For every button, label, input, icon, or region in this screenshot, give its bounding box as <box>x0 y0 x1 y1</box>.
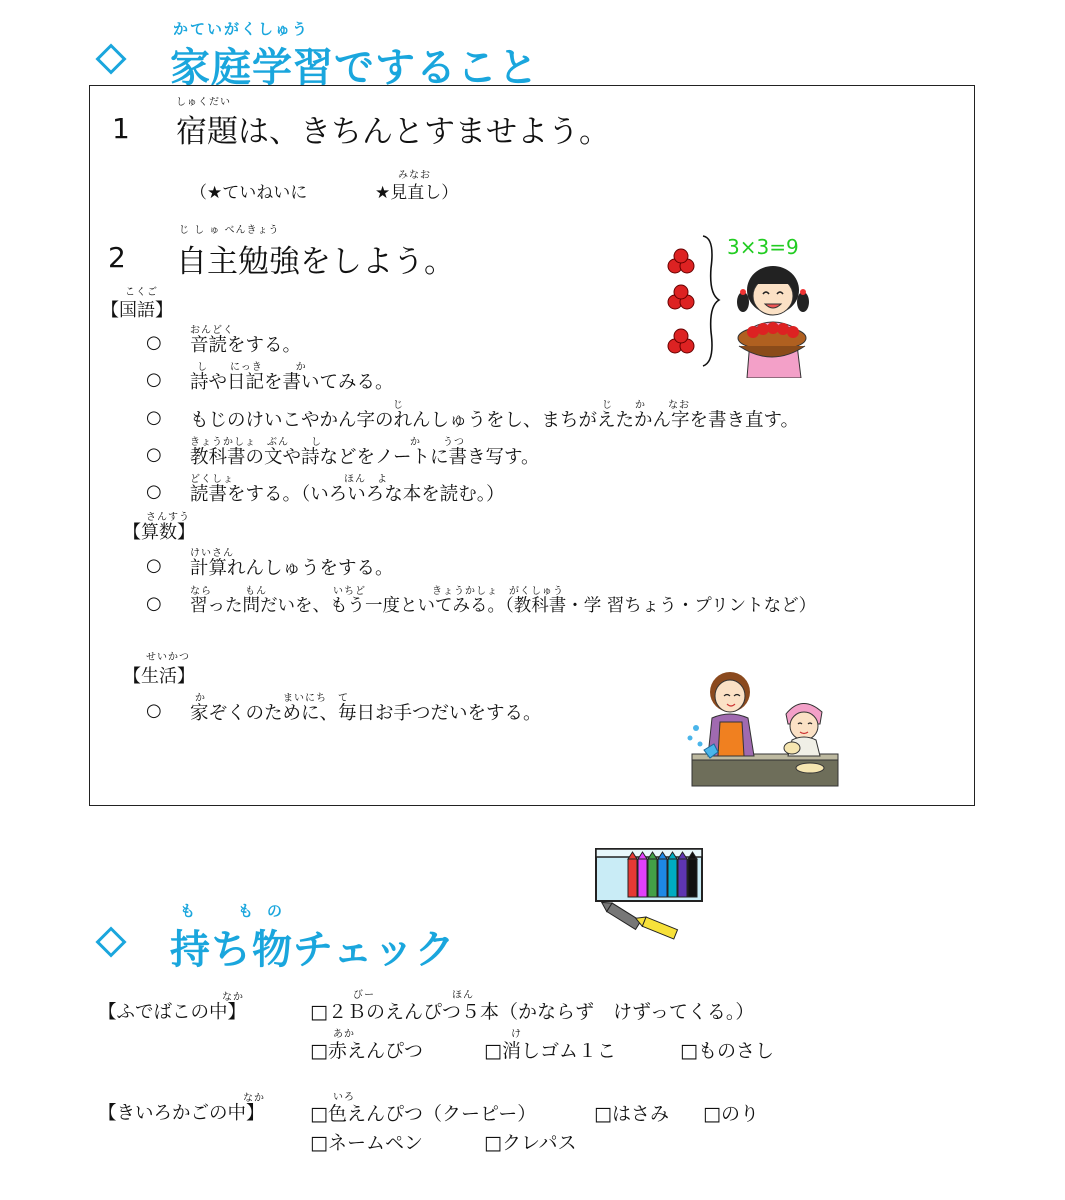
apple-icon <box>668 329 694 353</box>
item1-note-a: （★ていねいに <box>190 183 308 203</box>
bullet-icon: ○ <box>146 369 162 390</box>
bullet-icon: ○ <box>146 700 162 721</box>
apple-icon <box>668 249 694 273</box>
girl-figure <box>737 266 809 378</box>
sansu-ruby: さんすう <box>146 512 190 523</box>
sansu-item-ruby: けいさん <box>190 548 234 559</box>
girl-with-apples-illustration <box>655 228 815 378</box>
item2-text: 自主勉強をしよう。 <box>176 244 455 280</box>
bullet-icon: ○ <box>146 593 162 614</box>
checklist-item[interactable]: □ものさし <box>680 1040 774 1062</box>
bullet-icon: ○ <box>146 481 162 502</box>
mother-child-cooking-illustration <box>682 664 842 790</box>
equation-text: 3×3=9 <box>727 235 799 259</box>
sansu-label: 【算数】 <box>123 522 195 543</box>
sansu-item-ruby: なら もん いちど きょうかしょ がくしゅう <box>190 586 564 597</box>
section1-ruby: かていがくしゅう <box>173 20 310 38</box>
section1-title: 家庭学習ですること <box>170 45 539 91</box>
bullet-icon: ○ <box>146 407 162 428</box>
pencase-row2-ruby: け <box>511 1029 522 1040</box>
checklist-item[interactable]: □クレパス <box>484 1132 577 1154</box>
checklist-item[interactable]: □はさみ <box>594 1103 669 1125</box>
kokugo-item: 音読をする。 <box>190 335 302 356</box>
seikatsu-item-ruby: か まいにち て <box>195 693 349 704</box>
kokugo-ruby: こくご <box>125 287 158 298</box>
kokugo-item-ruby: じ じ か なお <box>393 400 690 411</box>
apple-icon <box>668 285 694 309</box>
item1-text: 宿題は、きちんとすませよう。 <box>176 114 610 150</box>
kokugo-item: 詩や日記を書いてみる。 <box>190 372 394 393</box>
pencase-row1: □２Ｂのえんぴつ５本（かならず けずってくる。） <box>310 1001 755 1023</box>
kokugo-item: 読書をする。（いろいろな本を読む。） <box>190 484 505 505</box>
item1-number: 1 <box>112 112 130 145</box>
yellowbox-row1-ruby: いろ <box>333 1092 355 1103</box>
kokugo-item-ruby: おんどく <box>190 325 234 336</box>
bullet-icon: ○ <box>146 332 162 353</box>
kokugo-item: もじのけいこやかん字のれんしゅうをし、まちがえたかん字を書き直す。 <box>190 410 800 431</box>
item1-ruby: しゅくだい <box>176 97 231 108</box>
pencase-label-ruby: なか <box>222 992 244 1003</box>
crayon-box-illustration <box>594 845 706 950</box>
item2-ruby: じ し ゅ べんきょう <box>179 225 280 236</box>
checklist-item[interactable]: □色えんぴつ（クーピー） <box>310 1103 537 1125</box>
section2-ruby: も もの <box>180 902 297 920</box>
kokugo-item-ruby: し にっき か <box>197 362 307 373</box>
pencase-row2-ruby: あか <box>333 1029 355 1040</box>
sansu-item: 計算れんしゅうをする。 <box>190 558 394 579</box>
checklist-item[interactable]: □消しゴム１こ <box>484 1040 616 1062</box>
diamond-icon <box>95 926 126 957</box>
seikatsu-label: 【生活】 <box>123 666 195 687</box>
seikatsu-item: 家ぞくのために、毎日お手つだいをする。 <box>190 703 542 724</box>
item1-note-b-ruby: みなお <box>398 170 431 181</box>
section2-title: 持ち物チェック <box>170 927 456 973</box>
checklist-item[interactable]: □ネームペン <box>310 1132 423 1154</box>
kokugo-item: 教科書の文や詩などをノートに書き写す。 <box>190 447 540 468</box>
kokugo-item-ruby: きょうかしょ ぶん し か うつ <box>190 437 465 448</box>
item1-note-b: ★見直し） <box>375 183 459 203</box>
yellowbox-label: 【きいろかごの中】 <box>98 1103 265 1124</box>
item2-number: 2 <box>108 241 126 274</box>
yellowbox-label-ruby: なか <box>243 1093 265 1104</box>
kokugo-label: 【国語】 <box>101 300 173 321</box>
seikatsu-ruby: せいかつ <box>146 652 190 663</box>
kokugo-item-ruby: どくしょ ほん よ <box>190 474 388 485</box>
diamond-icon <box>95 43 126 74</box>
pencase-row1-ruby: びー ほん <box>353 990 474 1001</box>
bullet-icon: ○ <box>146 444 162 465</box>
bullet-icon: ○ <box>146 555 162 576</box>
sansu-item: 習った問だいを、もう一度といてみる。（教科書・学 習ちょう・プリントなど） <box>190 596 817 616</box>
pencase-label: 【ふでばこの中】 <box>98 1002 247 1023</box>
checklist-item[interactable]: □のり <box>703 1103 759 1125</box>
checklist-item[interactable]: □赤えんぴつ <box>310 1040 423 1062</box>
